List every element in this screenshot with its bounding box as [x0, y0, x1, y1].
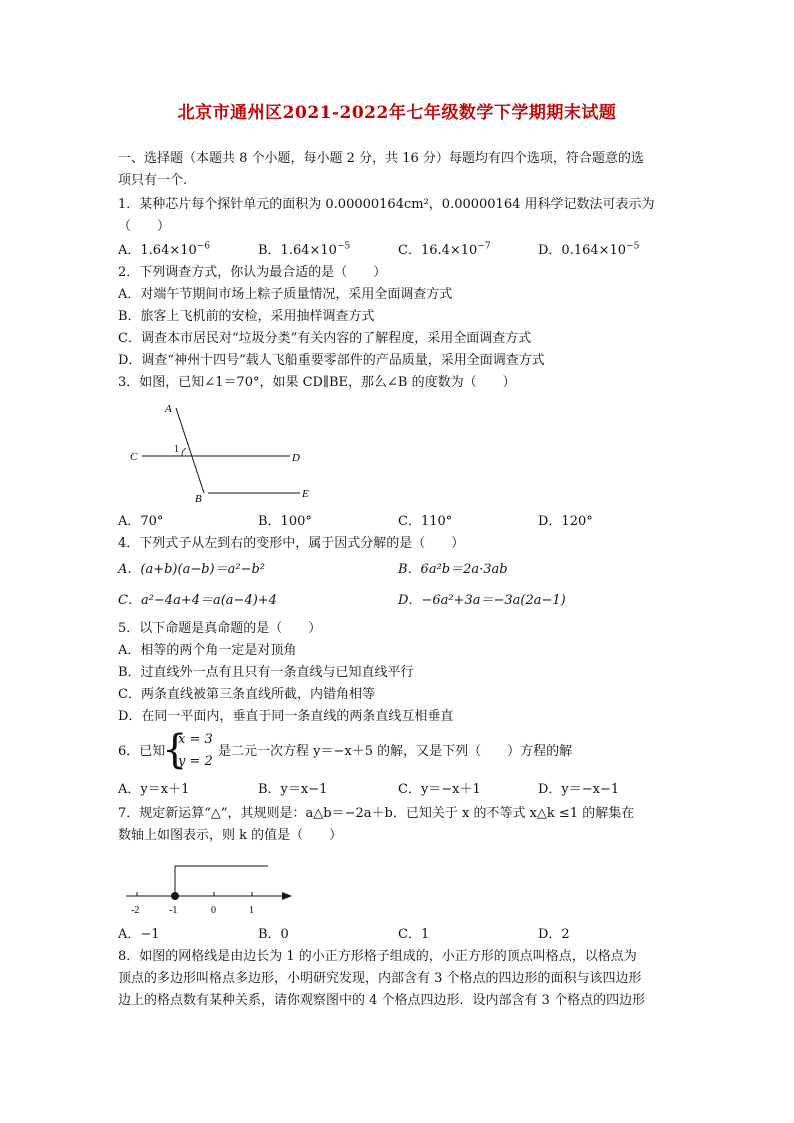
q4-option-b: B．6a²b＝2a·3ab [398, 562, 508, 577]
q7-option-d: D．2 [538, 927, 570, 942]
q8-stem-line1: 8．如图的网格线是由边长为 1 的小正方形格子组成的，小正方形的顶点叫格点，以格点为 [118, 949, 637, 964]
q3-option-c: C．110° [398, 514, 453, 529]
label-b: B [195, 493, 202, 505]
q6-option-c: C．y＝−x＋1 [398, 782, 481, 797]
q5-option-a: A．相等的两个角一定是对顶角 [118, 643, 297, 658]
solid-point-icon [171, 892, 179, 900]
q7-option-a: A．−1 [118, 927, 160, 942]
label-e: E [302, 488, 309, 500]
label-c: C [130, 451, 138, 463]
q1-option-c: C．$16.4\times 10^{-7}$ [398, 241, 491, 258]
q6-option-d: D．y＝−x−1 [538, 782, 620, 797]
q6-equation-system [162, 728, 222, 776]
q3-option-d: D．120° [538, 514, 593, 529]
tick-label-0: 0 [211, 905, 216, 916]
q6-option-b: B．y＝x−1 [258, 782, 328, 797]
q2-option-d: D．调查“神州十四号”载人飞船重要零部件的产品质量，采用全面调查方式 [118, 353, 545, 368]
q7-option-c: C．1 [398, 927, 430, 942]
q3-figure [120, 400, 320, 508]
q5-option-b: B．过直线外一点有且只有一条直线与已知直线平行 [118, 665, 414, 680]
section-instructions-line1: 一、选择题（本题共 8 个小题，每小题 2 分，共 16 分）每题均有四个选项，符合题意的选 [118, 151, 644, 166]
q1-option-d: D．$0.164\times 10^{-5}$ [538, 241, 640, 258]
q4-option-c: C．a²−4a+4＝a(a−4)+4 [118, 593, 277, 608]
q7-stem-line1: 7．规定新运算“△”，其规则是：a△b＝−2a＋b．已知关于 x 的不等式 x△k ≤1 的解集在 [118, 806, 635, 821]
q5-stem: 5．以下命题是真命题的是（ ） [118, 621, 322, 636]
label-a: A [165, 403, 172, 415]
tick-label-1: 1 [249, 905, 254, 916]
angle-1-arc [182, 448, 186, 456]
q1-option-b: B．$1.64\times 10^{-5}$ [258, 241, 351, 258]
q6-option-a: A．y＝x＋1 [118, 782, 190, 797]
q2-option-c: C．调查本市居民对“垃圾分类”有关内容的了解程度，采用全面调查方式 [118, 331, 532, 346]
q6-prefix: 6．已知 [118, 744, 166, 759]
axis-arrow-icon [282, 892, 292, 900]
q7-number-line [118, 856, 298, 918]
label-angle-1: 1 [174, 444, 179, 455]
q4-option-d: D．−6a²+3a＝−3a(2a−1) [398, 593, 566, 608]
q2-option-a: A．对端午节期间市场上粽子质量情况，采用全面调查方式 [118, 287, 453, 302]
q5-option-d: D．在同一平面内，垂直于同一条直线的两条直线互相垂直 [118, 709, 454, 724]
q1-option-a: A．$1.64\times 10^{-6}$ [118, 241, 211, 258]
transversal-ab [176, 408, 204, 493]
q6-eq2: y = 2 [178, 754, 213, 769]
tick-label-neg2: -2 [131, 905, 140, 916]
q7-option-b: B．0 [258, 927, 289, 942]
page-title: 北京市通州区2021-2022年七年级数学下学期期末试题 [177, 103, 617, 123]
q8-stem-line2: 顶点的多边形叫格点多边形，小明研究发现，内部含有 3 个格点的四边形的面积与该四边形 [118, 971, 642, 986]
q2-stem: 2．下列调查方式，你认为最合适的是（ ） [118, 265, 387, 280]
q6-brace: { [162, 727, 188, 773]
q6-suffix: 是二元一次方程 y＝−x＋5 的解，又是下列（ ）方程的解 [218, 744, 573, 759]
label-d: D [292, 452, 300, 464]
q8-stem-line3: 边上的格点数有某种关系，请你观察图中的 4 个格点四边形．设内部含有 3 个格点的四边形 [118, 993, 646, 1008]
section-instructions-line2: 项只有一个. [118, 173, 188, 188]
q3-stem: 3．如图，已知∠1＝70°，如果 CD∥BE，那么∠B 的度数为（ ） [118, 375, 516, 390]
q4-stem: 4．下列式子从左到右的变形中，属于因式分解的是（ ） [118, 536, 465, 551]
q2-option-b: B．旅客上飞机前的安检，采用抽样调查方式 [118, 309, 375, 324]
q7-stem-line2: 数轴上如图表示，则 k 的值是（ ） [118, 828, 343, 843]
q3-option-a: A．70° [118, 514, 164, 529]
q5-option-c: C．两条直线被第三条直线所截，内错角相等 [118, 687, 375, 702]
q1-stem-line2: （ ） [118, 219, 171, 234]
q1-stem-line1: 1．某种芯片每个探针单元的面积为 0.00000164cm²，0.00000164 用科学记数法可表示为 [118, 197, 655, 212]
q3-option-b: B．100° [258, 514, 312, 529]
q4-option-a: A．(a+b)(a−b)＝a²−b² [118, 562, 265, 577]
q6-eq1: x = 3 [178, 732, 213, 747]
tick-label-neg1: -1 [169, 905, 178, 916]
